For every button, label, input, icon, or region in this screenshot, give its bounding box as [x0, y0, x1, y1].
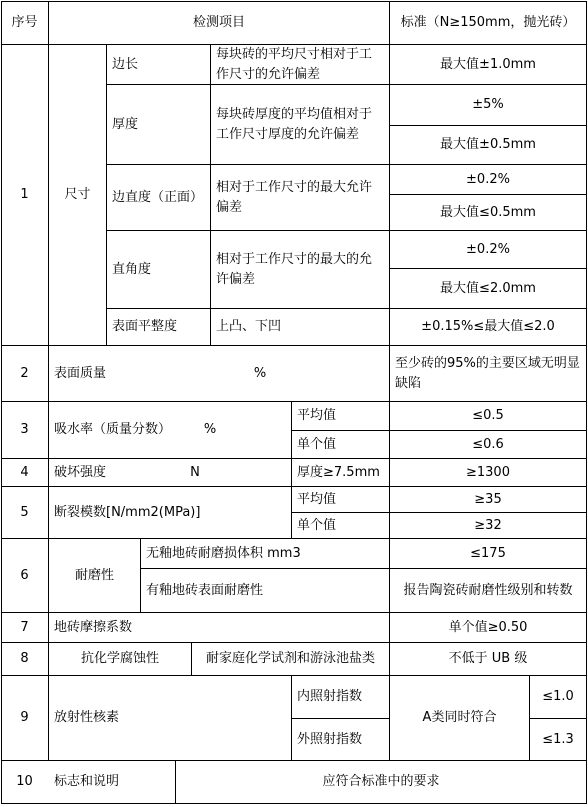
- squareness-std-1: ±0.2%: [466, 241, 510, 257]
- header-standard: 标准（N≥150mm，抛光砖）: [400, 15, 576, 30]
- row-7-no: 7: [20, 619, 29, 635]
- row-4-unit: N: [190, 464, 200, 480]
- row-9-no: 9: [20, 710, 29, 725]
- flatness-desc: 上凸、下凹: [216, 319, 282, 334]
- row-1-group: 尺寸: [64, 187, 91, 202]
- row-5-label: 断裂模数[N/mm2(MPa)]: [54, 504, 201, 520]
- row-6-std-2: 报告陶瓷砖耐磨性级别和转数: [403, 582, 573, 598]
- thickness-desc: 每块砖厚度的平均值相对于工作尺寸厚度的允许偏差: [216, 106, 373, 142]
- row-7-label: 地砖摩擦系数: [54, 619, 133, 635]
- row-2-label: 表面质量: [54, 365, 107, 381]
- row-2-unit: %: [253, 365, 267, 381]
- row-4-label: 破坏强度: [54, 464, 107, 480]
- row-4-no: 4: [20, 464, 29, 480]
- flatness-std: ±0.15%≤最大值≤2.0: [421, 319, 555, 334]
- row-6-sub-2: 有釉地砖表面耐磨性: [146, 582, 264, 598]
- row-9-outer-std: ≤1.3: [542, 731, 574, 747]
- row-9-inner: 内照射指数: [297, 689, 363, 704]
- header-no: 序号: [11, 15, 38, 30]
- thickness-label: 厚度: [112, 116, 139, 132]
- row-6-no: 6: [20, 567, 29, 583]
- row-6-label: 耐磨性: [74, 567, 114, 583]
- row-7-std: 单个值≥0.50: [448, 619, 528, 635]
- row-10-label: 标志和说明: [54, 774, 120, 789]
- row-8-no: 8: [20, 651, 29, 666]
- row-1-no: 1: [20, 187, 29, 202]
- row-3-single-std: ≤0.6: [472, 436, 504, 452]
- row-9-inner-std: ≤1.0: [542, 689, 574, 704]
- row-2-no: 2: [20, 365, 29, 381]
- row-5-single-std: ≥32: [474, 517, 502, 533]
- row-9-outer: 外照射指数: [297, 731, 363, 747]
- row-3-avg-std: ≤0.5: [472, 408, 504, 423]
- row-4-std: ≥1300: [466, 464, 510, 480]
- straightness-label: 边直度（正面）: [112, 189, 204, 205]
- row-4-cond: 厚度≥7.5mm: [297, 464, 380, 480]
- flatness-label: 表面平整度: [112, 319, 178, 334]
- row-3-unit: %: [203, 422, 217, 437]
- squareness-std-2: 最大值≤2.0mm: [440, 280, 536, 296]
- squareness-label: 直角度: [112, 261, 152, 277]
- row-8-std: 不低于 UB 级: [448, 651, 528, 666]
- row-10-std: 应符合标准中的要求: [322, 774, 440, 789]
- row-2-std: 至少砖的95%的主要区域无明显缺陷: [395, 355, 580, 391]
- edge-std: 最大值±1.0mm: [440, 56, 536, 72]
- row-8-label: 抗化学腐蚀性: [80, 651, 159, 666]
- row-3-no: 3: [20, 422, 29, 437]
- row-3-single: 单个值: [297, 436, 337, 452]
- thickness-std-2: 最大值±0.5mm: [440, 137, 536, 152]
- squareness-desc: 相对于工作尺寸的最大的允许偏差: [216, 251, 373, 287]
- row-3-avg: 平均值: [297, 408, 337, 423]
- row-6-sub-1: 无釉地砖耐磨损体积 mm3: [146, 545, 301, 561]
- row-6-std-1: ≤175: [470, 545, 506, 561]
- row-10-no: 10: [16, 774, 33, 789]
- row-5-avg-std: ≥35: [474, 491, 502, 507]
- row-9-label: 放射性核素: [54, 710, 120, 725]
- edge-desc: 每块砖的平均尺寸相对于工作尺寸的允许偏差: [216, 46, 373, 82]
- straightness-desc: 相对于工作尺寸的最大允许偏差: [216, 179, 373, 215]
- header-item: 检测项目: [192, 15, 245, 30]
- row-5-avg: 平均值: [297, 491, 337, 507]
- row-3-label: 吸水率（质量分数）: [54, 422, 172, 437]
- thickness-std-1: ±5%: [472, 97, 504, 112]
- row-8-sub: 耐家庭化学试剂和游泳池盐类: [205, 651, 375, 666]
- straightness-std-1: ±0.2%: [466, 171, 510, 187]
- edge-label: 边长: [112, 56, 139, 72]
- row-9-std: A类同时符合: [422, 710, 497, 725]
- straightness-std-2: 最大值≤0.5mm: [440, 204, 536, 220]
- row-5-no: 5: [20, 504, 29, 520]
- row-5-single: 单个值: [297, 517, 337, 533]
